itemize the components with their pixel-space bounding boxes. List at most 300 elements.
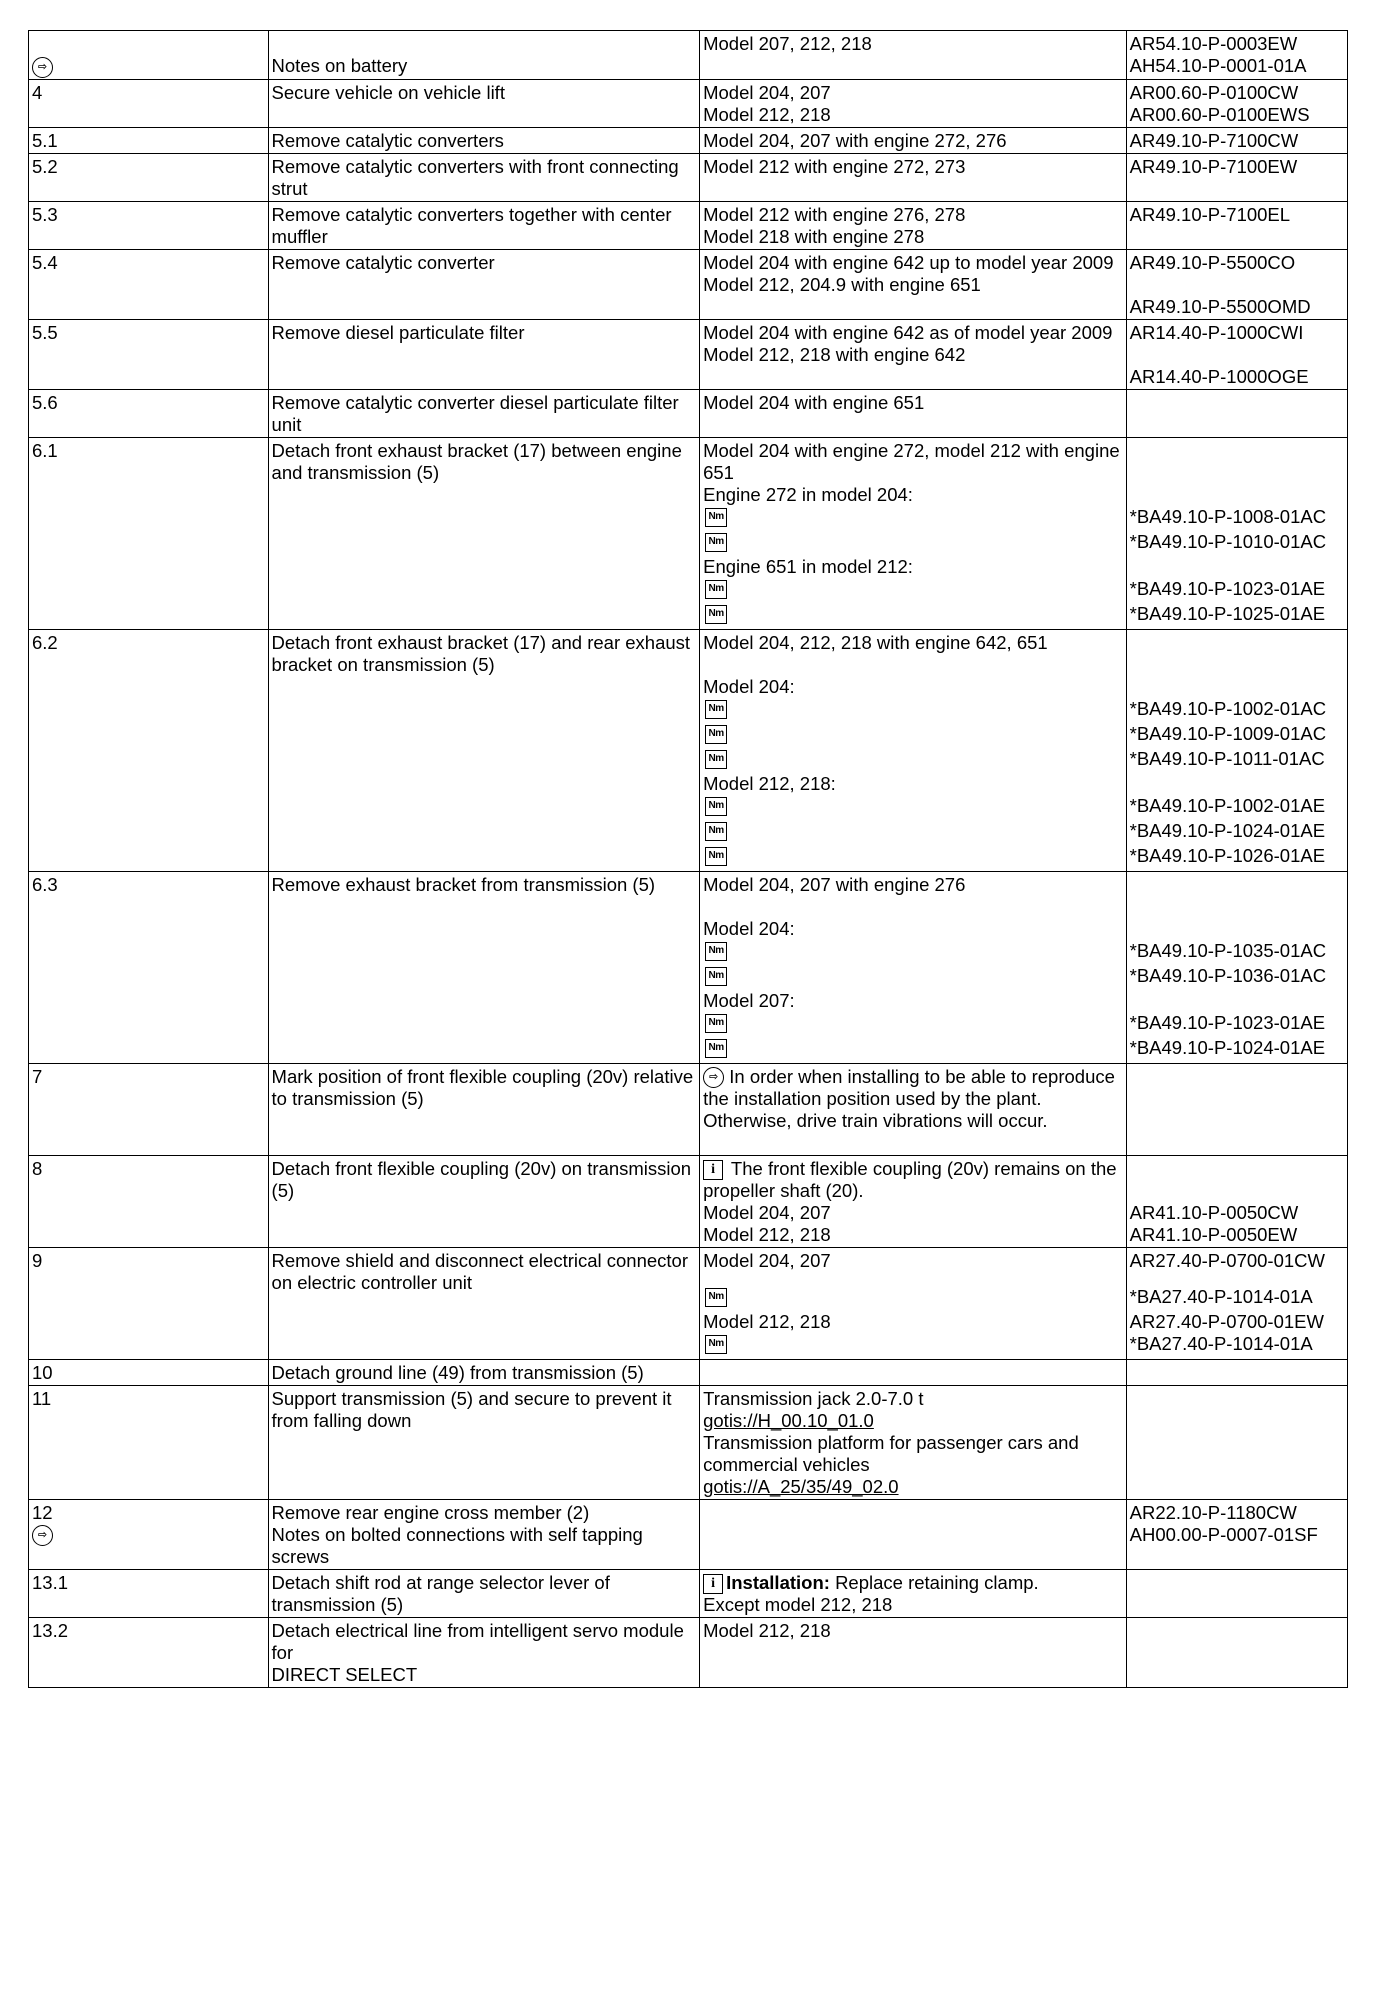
step-number: 9 bbox=[32, 1249, 43, 1271]
condition-line bbox=[703, 820, 1122, 845]
condition-text: Model 204, 207 bbox=[703, 1249, 831, 1271]
condition-cell bbox=[700, 1569, 1127, 1617]
action-text: Support transmission (5) and secure to prevent it from falling down bbox=[271, 1387, 672, 1431]
condition-line bbox=[703, 1012, 1122, 1037]
condition-line bbox=[703, 632, 1122, 659]
step-number: 13.1 bbox=[32, 1571, 69, 1593]
reference-link[interactable]: AR41.10-P-0050CW bbox=[1129, 1201, 1299, 1223]
condition-line bbox=[703, 104, 1122, 126]
reference-link[interactable]: AR27.40-P-0700-01EW bbox=[1129, 1310, 1324, 1332]
condition-line bbox=[703, 659, 1122, 676]
action-text: Remove catalytic converters together with center muffler bbox=[271, 203, 672, 247]
note-text: Replace retaining clamp. bbox=[835, 1571, 1039, 1593]
condition-line bbox=[703, 1272, 1122, 1286]
condition-line bbox=[703, 1594, 1122, 1616]
tool-link[interactable]: gotis://A_25/35/49_02.0 bbox=[703, 1475, 899, 1497]
condition-cell bbox=[700, 1385, 1127, 1499]
condition-text: Model 204 with engine 642 as of model year 2009 bbox=[703, 321, 1113, 343]
action-text: Detach shift rod at range selector lever of transmission (5) bbox=[271, 1571, 610, 1615]
condition-text: Model 207: bbox=[703, 989, 795, 1011]
step-line bbox=[32, 1524, 264, 1547]
action-cell bbox=[268, 629, 700, 871]
reference-line bbox=[1130, 1524, 1343, 1546]
reference-link[interactable]: *BA49.10-P-1036-01AC bbox=[1129, 964, 1327, 986]
table-row bbox=[29, 1499, 1348, 1569]
condition-text: Model 204: bbox=[703, 675, 795, 697]
step-number-cell bbox=[29, 871, 269, 1063]
table-row bbox=[29, 1359, 1348, 1385]
torque-nm-icon: Nm bbox=[705, 822, 727, 841]
step-line bbox=[32, 874, 264, 896]
action-text: DIRECT SELECT bbox=[271, 1663, 418, 1685]
table-row bbox=[29, 153, 1348, 201]
condition-text: Model 212, 218 bbox=[703, 1619, 831, 1641]
condition-cell bbox=[700, 437, 1127, 629]
reference-link[interactable]: *BA49.10-P-1024-01AE bbox=[1129, 1036, 1326, 1058]
reference-line bbox=[1130, 1250, 1343, 1272]
reference-line bbox=[1130, 531, 1343, 556]
torque-nm-icon: Nm bbox=[705, 750, 727, 769]
action-cell bbox=[268, 79, 700, 127]
action-line bbox=[272, 1524, 696, 1568]
condition-line bbox=[703, 1286, 1122, 1311]
action-text: Detach front exhaust bracket (17) between engine and transmission (5) bbox=[271, 439, 682, 483]
step-line bbox=[32, 1362, 264, 1384]
condition-line bbox=[703, 506, 1122, 531]
reference-cell bbox=[1126, 871, 1347, 1063]
reference-link[interactable]: AH54.10-P-0001-01A bbox=[1129, 55, 1307, 76]
action-cell bbox=[268, 1063, 700, 1155]
condition-cell bbox=[700, 871, 1127, 1063]
condition-text: Model 204, 207 with engine 272, 276 bbox=[703, 129, 1007, 151]
step-line bbox=[32, 392, 264, 414]
note-text: The front flexible coupling (20v) remains on the propeller shaft (20). bbox=[703, 1157, 1117, 1201]
reference-line bbox=[1130, 990, 1343, 1012]
table-row bbox=[29, 201, 1348, 249]
notes-arrow-icon: ⇨ bbox=[32, 57, 53, 78]
action-line bbox=[272, 1620, 696, 1664]
action-text: Detach front exhaust bracket (17) and rear exhaust bracket on transmission (5) bbox=[271, 631, 691, 675]
reference-cell bbox=[1126, 1247, 1347, 1359]
reference-spacer bbox=[1130, 1066, 1343, 1154]
reference-line bbox=[1130, 603, 1343, 628]
step-line bbox=[32, 82, 264, 104]
info-icon: i bbox=[703, 1160, 723, 1180]
reference-link[interactable]: *BA49.10-P-1008-01AC bbox=[1129, 505, 1327, 527]
note-line bbox=[703, 1066, 1122, 1133]
step-number-cell bbox=[29, 319, 269, 389]
condition-line bbox=[703, 556, 1122, 578]
condition-line bbox=[703, 252, 1122, 274]
reference-line bbox=[1130, 578, 1343, 603]
step-number-cell bbox=[29, 1499, 269, 1569]
action-cell bbox=[268, 871, 700, 1063]
table-row bbox=[29, 1155, 1348, 1247]
condition-line bbox=[703, 940, 1122, 965]
reference-line bbox=[1130, 82, 1343, 104]
condition-cell bbox=[700, 1499, 1127, 1569]
action-line bbox=[272, 1362, 696, 1384]
step-number-cell bbox=[29, 249, 269, 319]
step-line bbox=[32, 1066, 264, 1088]
condition-line bbox=[703, 204, 1122, 248]
action-cell bbox=[268, 201, 700, 249]
step-number-cell bbox=[29, 31, 269, 80]
reference-cell bbox=[1126, 1063, 1347, 1155]
condition-line bbox=[703, 82, 1122, 104]
action-cell bbox=[268, 249, 700, 319]
action-text: Remove exhaust bracket from transmission (5) bbox=[271, 873, 656, 895]
condition-line bbox=[703, 531, 1122, 556]
condition-line bbox=[703, 274, 1122, 296]
action-text: Remove rear engine cross member (2) bbox=[271, 1501, 590, 1523]
condition-line bbox=[703, 698, 1122, 723]
step-number: 5.2 bbox=[32, 155, 58, 177]
reference-line bbox=[1130, 344, 1343, 366]
condition-text: Model 204, 207 bbox=[703, 1201, 831, 1223]
condition-text: Model 204, 207 bbox=[703, 81, 831, 103]
action-line bbox=[272, 130, 696, 152]
action-cell bbox=[268, 31, 700, 80]
torque-nm-icon: Nm bbox=[705, 942, 727, 961]
step-number-cell bbox=[29, 1385, 269, 1499]
condition-text: Engine 651 in model 212: bbox=[703, 555, 913, 577]
torque-nm-icon: Nm bbox=[705, 847, 727, 866]
torque-nm-icon: Nm bbox=[705, 508, 727, 527]
action-cell bbox=[268, 389, 700, 437]
step-line bbox=[32, 1388, 264, 1410]
action-text: Remove catalytic converter bbox=[271, 251, 495, 273]
reference-link[interactable]: AR49.10-P-7100EW bbox=[1129, 155, 1298, 177]
condition-text: Model 212 with engine 272, 273 bbox=[703, 155, 966, 177]
reference-link[interactable]: *BA49.10-P-1026-01AE bbox=[1129, 844, 1326, 866]
reference-link[interactable]: AR49.10-P-7100CW bbox=[1129, 129, 1299, 151]
reference-line bbox=[1130, 366, 1343, 388]
reference-line bbox=[1130, 274, 1343, 296]
reference-line bbox=[1130, 322, 1343, 344]
step-number-cell bbox=[29, 437, 269, 629]
notes-arrow-icon: ⇨ bbox=[32, 1525, 53, 1546]
step-number: 4 bbox=[32, 81, 43, 103]
step-number-cell bbox=[29, 1247, 269, 1359]
condition-line bbox=[703, 55, 1122, 77]
reference-link[interactable]: *BA49.10-P-1024-01AE bbox=[1129, 819, 1326, 841]
action-text: Remove catalytic converter diesel particulate filter unit bbox=[271, 391, 679, 435]
torque-nm-icon: Nm bbox=[705, 580, 727, 599]
reference-link[interactable]: AR22.10-P-1180CW bbox=[1129, 1501, 1297, 1523]
table-row bbox=[29, 319, 1348, 389]
condition-line bbox=[703, 484, 1122, 506]
action-text: Remove shield and disconnect electrical connector on electric controller unit bbox=[271, 1249, 689, 1293]
action-line bbox=[272, 632, 696, 676]
reference-spacer bbox=[1130, 1158, 1343, 1202]
condition-cell bbox=[700, 1617, 1127, 1687]
action-cell bbox=[268, 319, 700, 389]
info-icon: i bbox=[703, 1574, 723, 1594]
condition-line bbox=[703, 603, 1122, 628]
reference-line bbox=[1130, 1286, 1343, 1311]
reference-line bbox=[1130, 723, 1343, 748]
action-text: Secure vehicle on vehicle lift bbox=[271, 81, 505, 103]
action-line bbox=[272, 1250, 696, 1294]
table-row bbox=[29, 79, 1348, 127]
reference-line bbox=[1130, 820, 1343, 845]
condition-text: Model 212, 218 bbox=[703, 1223, 831, 1245]
reference-cell bbox=[1126, 437, 1347, 629]
condition-line bbox=[703, 1620, 1122, 1642]
reference-line bbox=[1130, 676, 1343, 698]
action-cell bbox=[268, 1247, 700, 1359]
reference-cell bbox=[1126, 1617, 1347, 1687]
reference-line bbox=[1130, 1037, 1343, 1062]
condition-line bbox=[703, 322, 1122, 344]
reference-line bbox=[1130, 918, 1343, 940]
reference-cell bbox=[1126, 319, 1347, 389]
reference-line bbox=[1130, 1333, 1343, 1358]
action-text: Notes on bolted connections with self tapping screws bbox=[271, 1523, 643, 1567]
reference-link[interactable]: *BA27.40-P-1014-01A bbox=[1129, 1285, 1313, 1307]
condition-cell bbox=[700, 319, 1127, 389]
reference-line bbox=[1130, 130, 1343, 152]
reference-cell bbox=[1126, 153, 1347, 201]
reference-link[interactable]: *BA49.10-P-1025-01AE bbox=[1129, 602, 1326, 624]
reference-cell bbox=[1126, 629, 1347, 871]
reference-cell bbox=[1126, 1359, 1347, 1385]
condition-text: Except model 212, 218 bbox=[703, 1593, 893, 1615]
condition-text: Model 204 with engine 651 bbox=[703, 391, 925, 413]
reference-link[interactable]: *BA49.10-P-1023-01AE bbox=[1129, 577, 1326, 599]
step-number-cell bbox=[29, 153, 269, 201]
action-cell bbox=[268, 437, 700, 629]
reference-link[interactable]: AR49.10-P-7100EL bbox=[1129, 203, 1291, 225]
step-line bbox=[32, 1572, 264, 1594]
reference-link[interactable]: *BA49.10-P-1009-01AC bbox=[1129, 722, 1327, 744]
action-text: Detach ground line (49) from transmission (5) bbox=[271, 1361, 644, 1383]
condition-line bbox=[703, 578, 1122, 603]
reference-link[interactable]: *BA49.10-P-1002-01AC bbox=[1129, 697, 1327, 719]
action-line bbox=[272, 156, 696, 200]
condition-line bbox=[703, 1333, 1122, 1358]
torque-nm-icon: Nm bbox=[705, 967, 727, 986]
step-number-cell bbox=[29, 201, 269, 249]
tool-entry bbox=[703, 1388, 1122, 1432]
action-line bbox=[272, 1572, 696, 1616]
condition-text: Model 204 with engine 272, model 212 with engine 651 bbox=[703, 439, 1120, 483]
note-text: In order when installing to be able to reproduce the installation position used by the plant. Otherwise, drive train vibrations will occur. bbox=[703, 1065, 1115, 1132]
condition-line bbox=[703, 901, 1122, 918]
step-number: 5.5 bbox=[32, 321, 58, 343]
action-line bbox=[272, 204, 696, 248]
step-number: 7 bbox=[32, 1065, 43, 1087]
reference-link[interactable]: AR14.40-P-1000OGE bbox=[1129, 365, 1309, 387]
reference-line bbox=[1130, 33, 1343, 55]
reference-line bbox=[1130, 440, 1343, 484]
condition-text: Model 204 with engine 642 up to model year 2009 bbox=[703, 251, 1114, 273]
action-cell bbox=[268, 127, 700, 153]
reference-line bbox=[1130, 204, 1343, 226]
condition-cell bbox=[700, 249, 1127, 319]
step-number: 6.3 bbox=[32, 873, 58, 895]
reference-cell bbox=[1126, 1569, 1347, 1617]
reference-line bbox=[1130, 698, 1343, 723]
reference-cell bbox=[1126, 31, 1347, 80]
condition-text: Model 218 with engine 278 bbox=[703, 225, 925, 247]
action-line bbox=[272, 33, 696, 55]
reference-line bbox=[1130, 296, 1343, 318]
reference-cell bbox=[1126, 389, 1347, 437]
condition-cell bbox=[700, 127, 1127, 153]
reference-link[interactable]: AH00.00-P-0007-01SF bbox=[1129, 1523, 1318, 1545]
condition-text: Model 212, 218: bbox=[703, 772, 836, 794]
step-line bbox=[32, 1502, 264, 1524]
condition-line bbox=[703, 1311, 1122, 1333]
action-line bbox=[272, 82, 696, 104]
condition-line bbox=[703, 723, 1122, 748]
table-row bbox=[29, 437, 1348, 629]
condition-text: Model 207, 212, 218 bbox=[703, 33, 872, 54]
condition-cell bbox=[700, 153, 1127, 201]
action-text: Notes on battery bbox=[271, 55, 408, 76]
condition-line bbox=[703, 773, 1122, 795]
table-row bbox=[29, 389, 1348, 437]
torque-nm-icon: Nm bbox=[705, 1014, 727, 1033]
action-cell bbox=[268, 1359, 700, 1385]
reference-link[interactable]: AR49.10-P-5500OMD bbox=[1129, 295, 1311, 317]
work-steps-table bbox=[28, 30, 1348, 1688]
reference-line bbox=[1130, 104, 1343, 126]
reference-link[interactable]: AR49.10-P-5500CO bbox=[1129, 251, 1296, 273]
torque-nm-icon: Nm bbox=[705, 1288, 727, 1307]
condition-line bbox=[703, 392, 1122, 414]
reference-link[interactable]: *BA49.10-P-1010-01AC bbox=[1129, 530, 1327, 552]
condition-text: Model 204: bbox=[703, 917, 795, 939]
table-row bbox=[29, 871, 1348, 1063]
condition-line bbox=[703, 1202, 1122, 1224]
action-cell bbox=[268, 1617, 700, 1687]
condition-cell bbox=[700, 389, 1127, 437]
condition-cell bbox=[700, 1247, 1127, 1359]
torque-nm-icon: Nm bbox=[705, 1039, 727, 1058]
step-number: 10 bbox=[32, 1361, 53, 1383]
reference-line bbox=[1130, 1272, 1343, 1286]
action-cell bbox=[268, 1499, 700, 1569]
table-row bbox=[29, 1569, 1348, 1617]
reference-line bbox=[1130, 556, 1343, 578]
reference-line bbox=[1130, 1502, 1343, 1524]
reference-cell bbox=[1126, 127, 1347, 153]
reference-spacer bbox=[1130, 1572, 1343, 1616]
table-row bbox=[29, 1247, 1348, 1359]
step-number-cell bbox=[29, 1063, 269, 1155]
table-row bbox=[29, 1617, 1348, 1687]
reference-line bbox=[1130, 632, 1343, 659]
step-number-cell bbox=[29, 79, 269, 127]
reference-link[interactable]: AR27.40-P-0700-01CW bbox=[1129, 1249, 1325, 1271]
step-number: 11 bbox=[32, 1387, 52, 1409]
reference-line bbox=[1130, 874, 1343, 901]
reference-link[interactable]: *BA49.10-P-1035-01AC bbox=[1129, 939, 1327, 961]
condition-cell bbox=[700, 1063, 1127, 1155]
step-line bbox=[32, 322, 264, 344]
reference-line bbox=[1130, 748, 1343, 773]
step-number-cell bbox=[29, 1359, 269, 1385]
condition-line bbox=[703, 874, 1122, 901]
step-line bbox=[32, 252, 264, 274]
note-line bbox=[703, 1158, 1122, 1202]
action-line bbox=[272, 440, 696, 484]
action-cell bbox=[268, 1385, 700, 1499]
condition-text: Engine 272 in model 204: bbox=[703, 483, 913, 505]
reference-link[interactable]: *BA49.10-P-1011-01AC bbox=[1129, 747, 1325, 769]
action-line bbox=[272, 1502, 696, 1524]
condition-line bbox=[703, 1037, 1122, 1062]
reference-line bbox=[1130, 659, 1343, 676]
step-number: 5.6 bbox=[32, 391, 58, 413]
reference-line bbox=[1130, 1202, 1343, 1224]
reference-link[interactable]: *BA27.40-P-1014-01A bbox=[1129, 1332, 1313, 1354]
condition-line bbox=[703, 845, 1122, 870]
condition-text: Model 212, 218 bbox=[703, 1310, 831, 1332]
reference-link[interactable]: AR00.60-P-0100CW bbox=[1129, 81, 1299, 103]
condition-line bbox=[703, 33, 1122, 55]
step-line bbox=[32, 440, 264, 462]
action-line bbox=[272, 322, 696, 344]
reference-link[interactable]: AR00.60-P-0100EWS bbox=[1129, 103, 1310, 125]
condition-cell bbox=[700, 31, 1127, 80]
condition-line bbox=[703, 990, 1122, 1012]
step-number-cell bbox=[29, 389, 269, 437]
action-line bbox=[272, 1664, 696, 1686]
reference-line bbox=[1130, 965, 1343, 990]
step-number: 5.4 bbox=[32, 251, 58, 273]
step-line bbox=[32, 33, 264, 55]
reference-link[interactable]: *BA49.10-P-1023-01AE bbox=[1129, 1011, 1326, 1033]
step-number: 6.1 bbox=[32, 439, 58, 461]
note-bold-label: Installation: bbox=[726, 1571, 830, 1593]
table-row bbox=[29, 31, 1348, 80]
torque-nm-icon: Nm bbox=[705, 700, 727, 719]
reference-link[interactable]: AR54.10-P-0003EW bbox=[1129, 33, 1298, 54]
condition-line bbox=[703, 1224, 1122, 1246]
step-number: 13.2 bbox=[32, 1619, 69, 1641]
action-text: Remove catalytic converters bbox=[271, 129, 504, 151]
reference-link[interactable]: AR41.10-P-0050EW bbox=[1129, 1223, 1298, 1245]
action-line bbox=[272, 1066, 696, 1110]
reference-link[interactable]: *BA49.10-P-1002-01AE bbox=[1129, 794, 1326, 816]
condition-line bbox=[703, 918, 1122, 940]
step-line bbox=[32, 130, 264, 152]
table-row bbox=[29, 127, 1348, 153]
tool-link[interactable]: gotis://H_00.10_01.0 bbox=[703, 1409, 874, 1431]
reference-line bbox=[1130, 156, 1343, 178]
step-line bbox=[32, 204, 264, 226]
action-line bbox=[272, 252, 696, 274]
torque-nm-icon: Nm bbox=[705, 1335, 727, 1354]
step-line bbox=[32, 632, 264, 654]
step-number-cell bbox=[29, 1617, 269, 1687]
tool-name: Transmission platform for passenger cars and commercial vehicles bbox=[703, 1431, 1079, 1475]
reference-line bbox=[1130, 1224, 1343, 1246]
action-text: Detach electrical line from intelligent servo module for bbox=[271, 1619, 684, 1663]
condition-line bbox=[703, 1250, 1122, 1272]
reference-cell bbox=[1126, 249, 1347, 319]
step-number-cell bbox=[29, 127, 269, 153]
reference-link[interactable]: AR14.40-P-1000CWI bbox=[1129, 321, 1304, 343]
reference-line bbox=[1130, 252, 1343, 274]
condition-cell bbox=[700, 629, 1127, 871]
work-steps-document bbox=[28, 30, 1348, 1688]
condition-line bbox=[703, 440, 1122, 484]
